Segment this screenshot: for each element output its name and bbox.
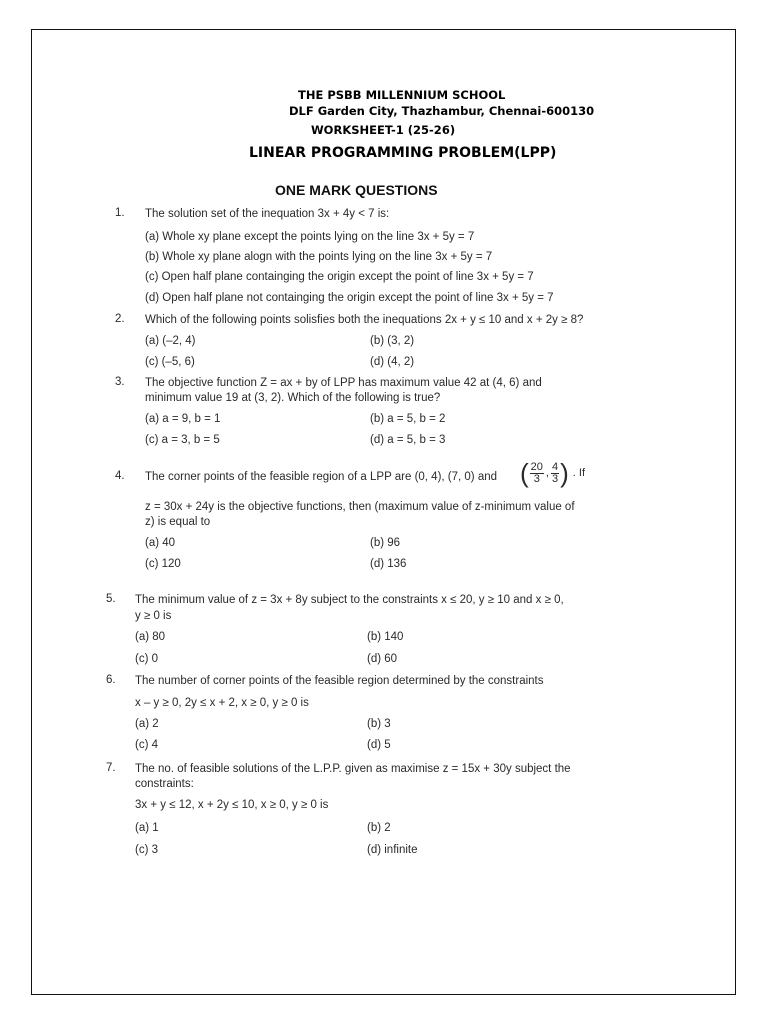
denominator: 3 xyxy=(551,472,559,485)
right-paren: ) xyxy=(560,458,569,488)
fraction xyxy=(530,462,544,485)
option-d: (d) infinite xyxy=(367,844,418,856)
fraction xyxy=(551,462,559,485)
left-paren: ( xyxy=(520,458,529,488)
question-number: 5. xyxy=(106,593,116,605)
question-number: 1. xyxy=(115,207,125,219)
option-c: (c) 120 xyxy=(145,558,181,570)
option-d: (d) 60 xyxy=(367,653,398,665)
fraction-suffix: . If xyxy=(572,467,586,479)
question-number: 2. xyxy=(115,313,125,325)
option-a: (a) 80 xyxy=(135,631,166,643)
worksheet-label: WORKSHEET-1 (25-26) xyxy=(311,123,456,137)
option-a: (a) 2 xyxy=(135,718,159,730)
comma: , xyxy=(545,467,549,479)
question-number: 4. xyxy=(115,470,125,482)
option-c: (c) a = 3, b = 5 xyxy=(145,434,220,446)
option-c: (c) (–5, 6) xyxy=(145,356,195,368)
option-b: (b) a = 5, b = 2 xyxy=(370,413,446,425)
question-stem: The number of corner points of the feasible region determined by the constraints xyxy=(135,675,544,687)
question-stem: The solution set of the inequation 3x + 4y < 7 is: xyxy=(145,208,390,220)
numerator: 20 xyxy=(530,460,543,473)
question-stem: The no. of feasible solutions of the L.P.P. given as maximise z = 15x + 30y subject the xyxy=(135,763,571,775)
option-d: (d) 136 xyxy=(370,558,407,570)
denominator: 3 xyxy=(533,472,540,485)
question-number: 7. xyxy=(106,762,116,774)
question-stem: Which of the following points solisfies both the inequations 2x + y ≤ 10 and x + 2y ≥ 8? xyxy=(145,314,584,326)
question-stem: 3x + y ≤ 12, x + 2y ≤ 10, x ≥ 0, y ≥ 0 is xyxy=(135,799,329,811)
question-stem: constraints: xyxy=(135,778,194,790)
option-c: (c) Open half plane containging the origin except the point of line 3x + 5y = 7 xyxy=(145,271,534,283)
option-b: (b) (3, 2) xyxy=(370,335,415,347)
option-b: (b) 96 xyxy=(370,537,401,549)
option-d: (d) (4, 2) xyxy=(370,356,415,368)
school-address: DLF Garden City, Thazhambur, Chennai-600130 xyxy=(289,104,595,118)
option-a: (a) 1 xyxy=(135,822,159,834)
question-stem: y ≥ 0 is xyxy=(135,610,172,622)
question-stem: x – y ≥ 0, 2y ≤ x + 2, x ≥ 0, y ≥ 0 is xyxy=(135,697,309,709)
option-c: (c) 4 xyxy=(135,739,158,751)
section-heading: ONE MARK QUESTIONS xyxy=(275,182,438,198)
option-b: (b) Whole xy plane alogn with the points lying on the line 3x + 5y = 7 xyxy=(145,251,493,263)
option-a: (a) (–2, 4) xyxy=(145,335,196,347)
fraction-point xyxy=(520,460,585,486)
option-b: (b) 140 xyxy=(367,631,404,643)
option-a: (a) 40 xyxy=(145,537,176,549)
question-number: 6. xyxy=(106,674,116,686)
question-stem: z) is equal to xyxy=(145,516,211,528)
option-c: (c) 3 xyxy=(135,844,158,856)
option-c: (c) 0 xyxy=(135,653,158,665)
question-stem: minimum value 19 at (3, 2). Which of the following is true? xyxy=(145,392,441,404)
question-stem: z = 30x + 24y is the objective functions, then (maximum value of z-minimum value of xyxy=(145,501,575,513)
option-d: (d) Open half plane not containging the origin except the point of line 3x + 5y = 7 xyxy=(145,292,554,304)
question-stem: The corner points of the feasible region of a LPP are (0, 4), (7, 0) and xyxy=(145,471,498,483)
option-b: (b) 3 xyxy=(367,718,391,730)
option-a: (a) a = 9, b = 1 xyxy=(145,413,221,425)
option-b: (b) 2 xyxy=(367,822,391,834)
option-d: (d) 5 xyxy=(367,739,391,751)
page-title: LINEAR PROGRAMMING PROBLEM(LPP) xyxy=(249,145,557,161)
school-name: THE PSBB MILLENNIUM SCHOOL xyxy=(298,88,506,102)
question-number: 3. xyxy=(115,376,125,388)
question-stem: The minimum value of z = 3x + 8y subject to the constraints x ≤ 20, y ≥ 10 and x ≥ 0, xyxy=(135,594,564,606)
option-a: (a) Whole xy plane except the points lying on the line 3x + 5y = 7 xyxy=(145,231,475,243)
question-stem: The objective function Z = ax + by of LPP has maximum value 42 at (4, 6) and xyxy=(145,377,542,389)
numerator: 4 xyxy=(551,460,559,473)
option-d: (d) a = 5, b = 3 xyxy=(370,434,446,446)
